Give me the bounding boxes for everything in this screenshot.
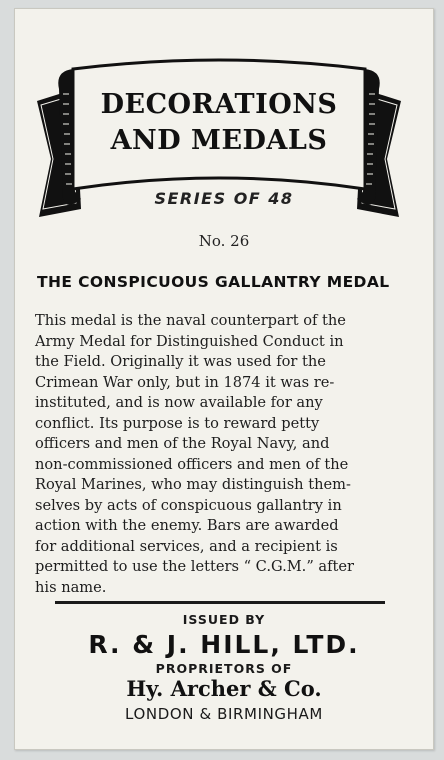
proprietors-label: PROPRIETORS OF — [155, 661, 293, 676]
body-line: conflict. Its purpose is to reward petty — [35, 414, 320, 432]
banner-title-line-2: AND MEDALS — [110, 125, 328, 156]
body-line: for additional services, and a recipient is — [35, 537, 338, 555]
body-line: his name. — [35, 578, 107, 596]
description-text — [35, 311, 419, 598]
body-line: This medal is the naval counterpart of the — [35, 312, 346, 329]
card-number: No. 26 — [198, 232, 250, 250]
issued-by-label: ISSUED BY — [182, 612, 266, 627]
body-line: instituted, and is now available for any — [35, 394, 323, 411]
divider-rule — [55, 601, 385, 604]
body-line: non-commissioned officers and men of the — [35, 455, 349, 473]
body-line: action with the enemy. Bars are awarded — [35, 517, 339, 534]
cigarette-card — [14, 8, 434, 750]
series-label: SERIES OF 48 — [154, 189, 294, 208]
body-line: Royal Marines, who may distinguish them- — [35, 476, 351, 493]
body-line: Army Medal for Distinguished Conduct in — [35, 332, 344, 350]
body-line: selves by acts of conspicuous gallantry in — [35, 496, 342, 514]
banner-title-line-1: DECORATIONS — [100, 89, 338, 120]
company-name: R. & J. HILL, LTD. — [88, 630, 360, 659]
body-line: Crimean War only, but in 1874 it was re- — [35, 373, 335, 391]
medal-heading: THE CONSPICUOUS GALLANTRY MEDAL — [37, 273, 390, 291]
proprietor-name: Hy. Archer & Co. — [126, 676, 322, 701]
location-text: LONDON & BIRMINGHAM — [125, 705, 323, 723]
body-line: officers and men of the Royal Navy, and — [35, 435, 330, 452]
body-line: the Field. Originally it was used for the — [35, 353, 326, 370]
body-line: permitted to use the letters “ C.G.M.” after — [35, 558, 354, 575]
